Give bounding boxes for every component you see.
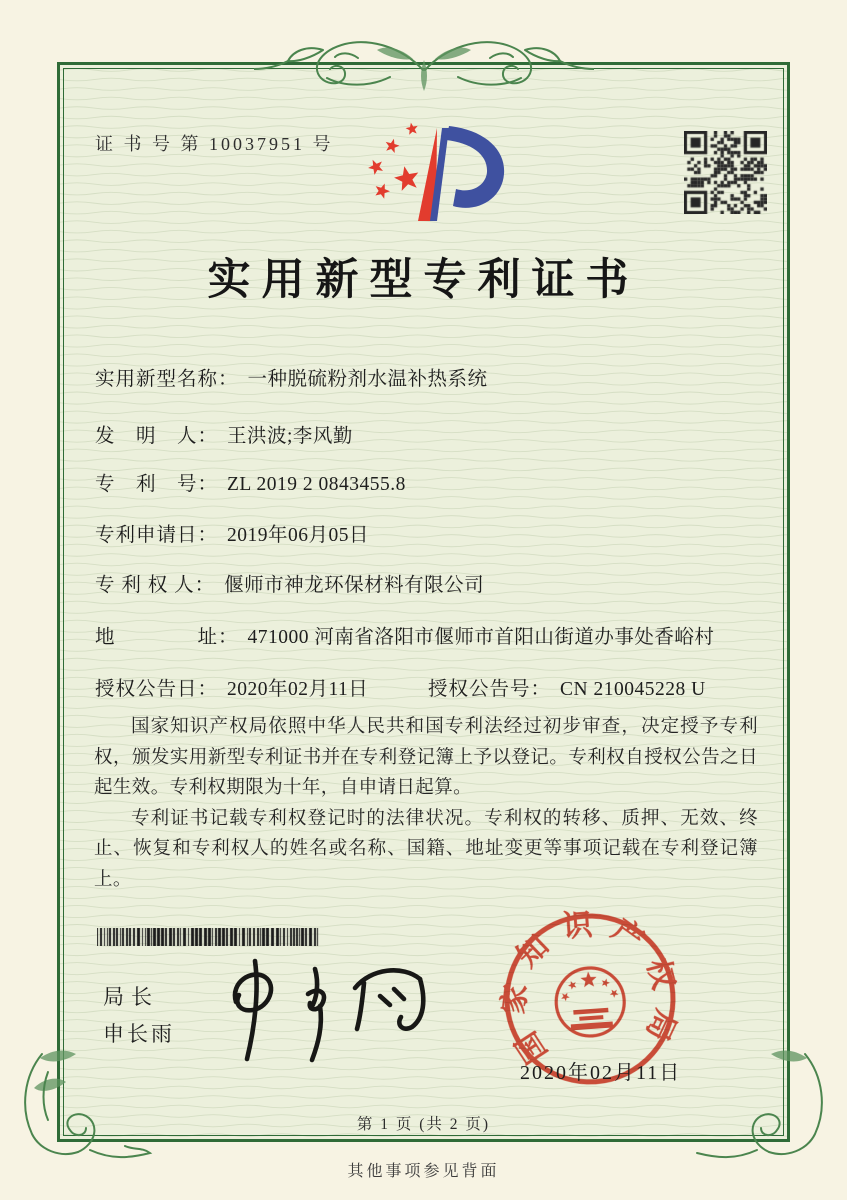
- field-label: 专 利 权 人：: [95, 575, 216, 596]
- barcode-icon: [97, 928, 321, 946]
- field-value: 471000 河南省洛阳市偃师市首阳山街道办事处香峪村: [247, 627, 715, 648]
- field-label: 地 址：: [95, 627, 239, 648]
- field-value: 一种脱硫粉剂水温补热系统: [247, 369, 488, 390]
- legal-paragraph-2: 专利证书记载专利权登记时的法律状况。专利权的转移、质押、无效、终止、恢复和专利权人的姓名或名称、国籍、地址变更等事项记载在专利登记簿上。: [94, 808, 758, 890]
- seal-text: 国家知识产权局: [497, 907, 684, 1069]
- top-flourish-ornament-icon: [254, 28, 594, 102]
- field-label: 发 明 人：: [95, 426, 219, 447]
- grant-number-pair: [428, 673, 706, 701]
- field-value: 2019年06月05日: [227, 525, 370, 546]
- cnipa-logo-icon: [352, 116, 512, 230]
- bottom-right-ornament-icon: [683, 1048, 835, 1166]
- field-row-patentee: [95, 569, 760, 597]
- field-row-invention-name: [95, 363, 760, 391]
- certificate-number: 证 书 号 第 10037951 号: [95, 134, 334, 154]
- field-value: 2020年02月11日: [227, 679, 369, 700]
- field-value: 偃师市神龙环保材料有限公司: [224, 575, 485, 596]
- page-number: 第 1 页 (共 2 页): [356, 1116, 491, 1133]
- bottom-left-ornament-icon: [12, 1048, 164, 1166]
- legal-text: [94, 712, 758, 895]
- seal-date: 2020年02月11日: [520, 1062, 682, 1084]
- national-emblem-icon: [554, 966, 627, 1039]
- field-label: 授权公告号：: [428, 679, 552, 700]
- signer-title: 局长: [103, 985, 159, 1009]
- svg-text:国家知识产权局: [491, 903, 688, 1071]
- legal-paragraph-1: 国家知识产权局依照中华人民共和国专利法经过初步审查，决定授予专利权，颁发实用新型专利证书并在专利登记簿上予以登记。专利权自授权公告之日起生效。专利权期限为十年，自申请日起算。: [94, 717, 758, 798]
- field-label: 实用新型名称：: [95, 369, 239, 390]
- field-row-grant: [95, 673, 760, 701]
- field-label: 专利申请日：: [95, 525, 219, 546]
- signature-icon: [222, 956, 437, 1066]
- footer-note: 其他事项参见背面: [347, 1163, 500, 1180]
- field-row-patent-number: [95, 468, 760, 496]
- qr-code-icon: [684, 131, 767, 214]
- field-row-filing-date: [95, 519, 760, 547]
- certificate-title: 实用新型专利证书: [207, 257, 640, 304]
- field-row-address: [95, 621, 760, 649]
- field-value: ZL 2019 2 0843455.8: [227, 474, 406, 495]
- field-value: CN 210045228 U: [560, 679, 706, 700]
- field-value: 王洪波;李风勤: [227, 426, 353, 447]
- field-row-inventors: [95, 420, 760, 448]
- field-label: 专 利 号：: [95, 474, 219, 495]
- field-label: 授权公告日：: [95, 679, 219, 700]
- signer-name: 申长雨: [103, 1022, 175, 1046]
